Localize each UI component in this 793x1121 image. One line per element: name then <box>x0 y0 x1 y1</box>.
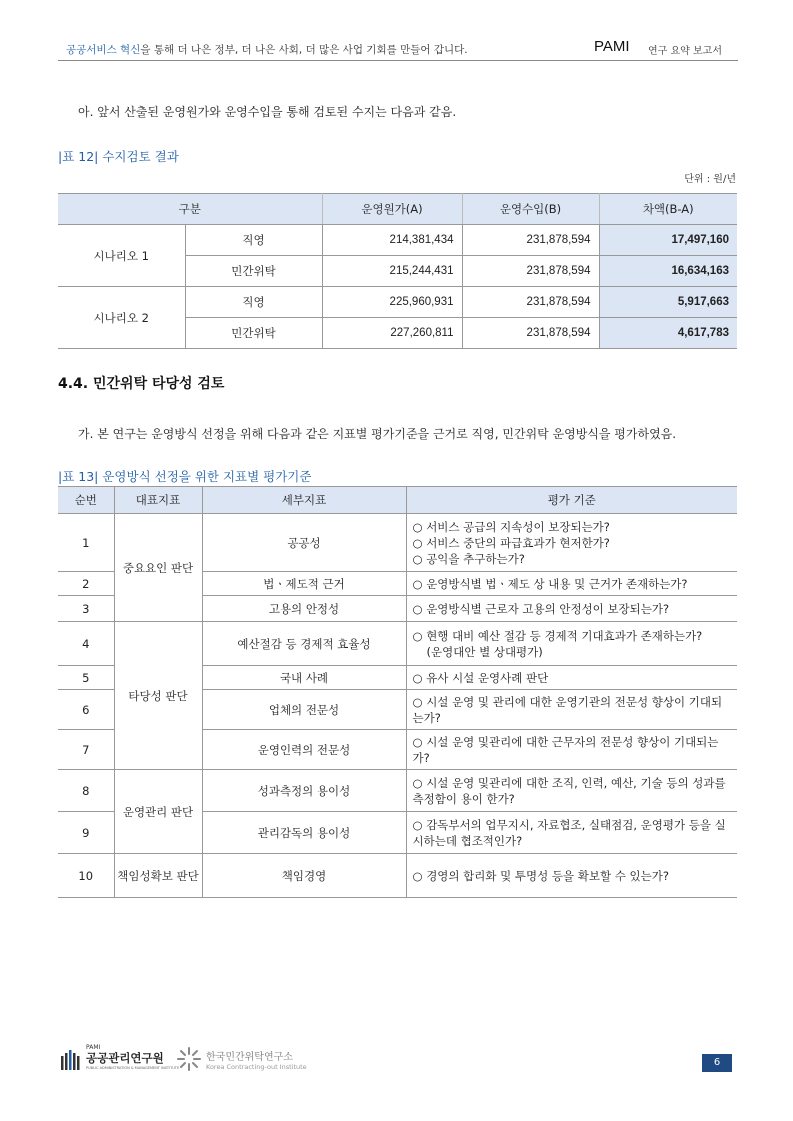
header-cell: 차액(B-A) <box>599 194 737 225</box>
criteria-line: ○ 공익을 추구하는가? <box>412 551 525 566</box>
header-cell: 세부지표 <box>202 487 406 514</box>
star-icon <box>176 1046 202 1072</box>
pami-logo <box>60 1044 180 1074</box>
criteria-line: ○ 유사 시설 운영사례 판단 <box>412 670 549 685</box>
criteria-line: ○ 서비스 공급의 지속성이 보장되는가? <box>412 519 610 534</box>
header-brand: PAMI <box>594 38 630 55</box>
criteria-line: ○ 서비스 중단의 파급효과가 현저한가? <box>412 535 610 550</box>
no-cell: 7 <box>58 730 114 770</box>
logo1-text: 공공관리연구원 <box>86 1051 164 1065</box>
table-row <box>58 514 737 572</box>
logo1-small: PAMI <box>86 1044 101 1051</box>
intro-paragraph: 아. 앞서 산출된 운영원가와 운영수입을 통해 검토된 수지는 다음과 같음. <box>78 105 457 119</box>
diff-cell: 5,917,663 <box>599 287 737 318</box>
detail-cell: 예산절감 등 경제적 효율성 <box>202 622 406 666</box>
group-cell: 타당성 판단 <box>114 622 202 770</box>
caption-bar: | <box>58 469 63 484</box>
criteria-line: ○ 시설 운영 및관리에 대한 근무자의 전문성 향상이 기대되는가? <box>412 734 719 765</box>
page-header <box>58 36 738 61</box>
slogan-rest: 을 통해 더 나은 정부, 더 나은 사회, 더 많은 사업 기회를 만들어 갑니다. <box>140 44 468 56</box>
balance-table <box>58 193 737 349</box>
header-cell: 평가 기준 <box>406 487 737 514</box>
table-row <box>58 622 737 666</box>
no-cell: 9 <box>58 812 114 854</box>
caption-text: 표 13| 운영방식 선정을 위한 지표별 평가기준 <box>62 469 312 484</box>
logo1-en: PUBLIC ADMINISTRATION & MANAGEMENT INSTITUTE <box>86 1066 180 1070</box>
no-cell: 2 <box>58 572 114 596</box>
no-cell: 3 <box>58 596 114 622</box>
table-header-row <box>58 194 737 225</box>
table-header-row <box>58 487 737 514</box>
header-cell: 대표지표 <box>114 487 202 514</box>
no-cell: 5 <box>58 666 114 690</box>
header-doc-type: 연구 요약 보고서 <box>648 46 722 57</box>
detail-cell: 운영인력의 전문성 <box>202 730 406 770</box>
type-cell: 민간위탁 <box>185 256 322 287</box>
table13-caption <box>58 467 311 485</box>
table12-caption <box>58 147 179 165</box>
no-cell: 6 <box>58 690 114 730</box>
criteria-line: ○ 시설 운영 및관리에 대한 조직, 인력, 예산, 기술 등의 성과를 측정함이 용이 한가? <box>412 775 726 806</box>
cost-cell: 214,381,434 <box>322 225 462 256</box>
detail-cell: 성과측정의 용이성 <box>202 770 406 812</box>
diff-cell: 16,634,163 <box>599 256 737 287</box>
detail-cell: 국내 사례 <box>202 666 406 690</box>
section-title: 4.4. 민간위탁 타당성 검토 <box>58 376 225 392</box>
criteria-cell <box>406 572 737 596</box>
caption-bar: | <box>58 149 63 164</box>
scenario-cell: 시나리오 1 <box>58 225 185 287</box>
criteria-cell <box>406 854 737 898</box>
detail-cell: 업체의 전문성 <box>202 690 406 730</box>
detail-cell: 공공성 <box>202 514 406 572</box>
criteria-cell <box>406 812 737 854</box>
detail-cell: 책임경영 <box>202 854 406 898</box>
table-row <box>58 225 737 256</box>
header-cell: 운영수입(B) <box>462 194 599 225</box>
page-number: 6 <box>702 1054 732 1072</box>
header-slogan <box>66 42 468 57</box>
revenue-cell: 231,878,594 <box>462 256 599 287</box>
cost-cell: 215,244,431 <box>322 256 462 287</box>
no-cell: 4 <box>58 622 114 666</box>
diff-cell: 4,617,783 <box>599 318 737 349</box>
criteria-line: ○ 경영의 합리화 및 투명성 등을 확보할 수 있는가? <box>412 868 669 883</box>
type-cell: 민간위탁 <box>185 318 322 349</box>
criteria-cell <box>406 730 737 770</box>
table-row <box>58 854 737 898</box>
table-row <box>58 770 737 812</box>
diff-cell: 17,497,160 <box>599 225 737 256</box>
criteria-line: ○ 감독부서의 업무지시, 자료협조, 실태점검, 운영평가 등을 실시하는데 협조적인가? <box>412 817 726 848</box>
detail-cell: 법ㆍ제도적 근거 <box>202 572 406 596</box>
caption-text: 표 12| 수지검토 결과 <box>62 149 179 164</box>
revenue-cell: 231,878,594 <box>462 225 599 256</box>
criteria-cell <box>406 690 737 730</box>
logo2-text: 한국민간위탁연구소 <box>206 1052 293 1063</box>
no-cell: 8 <box>58 770 114 812</box>
logo2-en: Korea Contracting-out Institute <box>206 1063 307 1071</box>
table-row <box>58 287 737 318</box>
group-cell: 책임성확보 판단 <box>114 854 202 898</box>
type-cell: 직영 <box>185 225 322 256</box>
cost-cell: 225,960,931 <box>322 287 462 318</box>
type-cell: 직영 <box>185 287 322 318</box>
detail-cell: 고용의 안정성 <box>202 596 406 622</box>
header-cell: 순번 <box>58 487 114 514</box>
bars-icon <box>60 1048 82 1070</box>
criteria-line: ○ 현행 대비 예산 절감 등 경제적 기대효과가 존재하는가? <box>412 628 703 643</box>
scenario-cell: 시나리오 2 <box>58 287 185 349</box>
no-cell: 1 <box>58 514 114 572</box>
criteria-cell <box>406 666 737 690</box>
revenue-cell: 231,878,594 <box>462 287 599 318</box>
criteria-line: ○ 운영방식별 근로자 고용의 안정성이 보장되는가? <box>412 601 670 616</box>
cost-cell: 227,260,811 <box>322 318 462 349</box>
criteria-line: ○ 시설 운영 및 관리에 대한 운영기관의 전문성 향상이 기대되는가? <box>412 694 723 725</box>
no-cell: 10 <box>58 854 114 898</box>
header-cell: 구분 <box>58 194 322 225</box>
criteria-line: ○ 운영방식별 법ㆍ제도 상 내용 및 근거가 존재하는가? <box>412 576 688 591</box>
criteria-cell <box>406 596 737 622</box>
method-paragraph: 가. 본 연구는 운영방식 선정을 위해 다음과 같은 지표별 평가기준을 근거로 직영, 민간위탁 운영방식을 평가하였음. <box>78 427 677 441</box>
criteria-cell <box>406 622 737 666</box>
revenue-cell: 231,878,594 <box>462 318 599 349</box>
slogan-highlight: 공공서비스 혁신 <box>66 44 141 56</box>
group-cell: 중요요인 판단 <box>114 514 202 622</box>
criteria-cell <box>406 770 737 812</box>
group-cell: 운영관리 판단 <box>114 770 202 854</box>
kcoi-logo <box>176 1044 306 1074</box>
header-cell: 운영원가(A) <box>322 194 462 225</box>
detail-cell: 관리감독의 용이성 <box>202 812 406 854</box>
criteria-cell <box>406 514 737 572</box>
table12-unit: 단위 : 원/년 <box>684 174 736 185</box>
criteria-line: (운영대안 별 상대평가) <box>426 644 543 659</box>
criteria-table <box>58 486 737 898</box>
